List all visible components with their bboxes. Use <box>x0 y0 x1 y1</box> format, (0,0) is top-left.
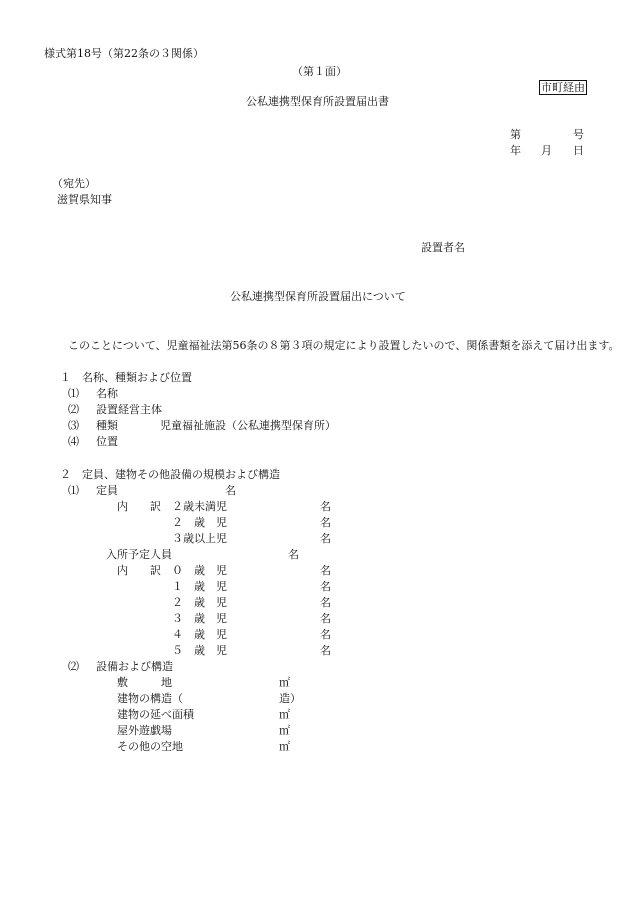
item-number: ⑴ <box>68 484 79 497</box>
item-value: 児童福祉施設（公私連携型保育所） <box>160 419 336 432</box>
breakdown-unit: 名 <box>320 532 331 545</box>
capacity-breakdown-row <box>117 500 537 514</box>
breakdown-category: ０ 歳 児 <box>172 564 227 577</box>
section1-heading: １ 名称、種類および位置 <box>60 371 192 384</box>
breakdown-category: ３ 歳 児 <box>172 612 227 625</box>
enrollment-breakdown-row <box>117 612 537 626</box>
enrollment-breakdown-row <box>117 596 537 610</box>
doc-number-suffix: 号 <box>573 128 584 141</box>
item-number: ⑷ <box>68 435 79 448</box>
section1-item <box>68 435 568 449</box>
capacity-breakdown-row <box>117 516 537 530</box>
facility-label: その他の空地 <box>117 740 183 753</box>
date-day: 日 <box>573 144 584 157</box>
facility-label: 屋外遊戯場 <box>117 724 172 737</box>
applicant-label: 設置者名 <box>421 241 465 254</box>
recipient-name: 滋賀県知事 <box>57 193 112 206</box>
breakdown-category: ２ 歳 児 <box>172 596 227 609</box>
breakdown-category: ２歳未満児 <box>172 500 227 513</box>
capacity-breakdown-row <box>117 532 537 546</box>
facility-unit: 造） <box>279 692 301 705</box>
item-number: ⑵ <box>68 660 79 673</box>
breakdown-category: ３歳以上児 <box>172 532 227 545</box>
form-number: 様式第18号（第22条の３関係） <box>44 47 204 60</box>
enrollment-unit: 名 <box>288 548 299 561</box>
date-year: 年 <box>510 144 521 157</box>
breakdown-unit: 名 <box>320 612 331 625</box>
breakdown-unit: 名 <box>320 628 331 641</box>
section1-item <box>68 419 568 433</box>
breakdown-unit: 名 <box>320 580 331 593</box>
breakdown-label: 内 訳 <box>117 500 161 513</box>
enrollment-breakdown-row <box>117 628 537 642</box>
facility-label: 建物の構造（ <box>117 692 183 705</box>
facility-label: 敷 地 <box>117 676 172 689</box>
facility-unit: ㎡ <box>279 676 290 689</box>
facility-unit: ㎡ <box>279 724 290 737</box>
facility-row <box>117 740 537 754</box>
item-label: 位置 <box>96 435 118 448</box>
item-number: ⑶ <box>68 419 79 432</box>
breakdown-category: ２ 歳 児 <box>172 516 227 529</box>
facilities-row <box>68 660 568 674</box>
page-side-label: （第１面） <box>292 65 347 78</box>
item-label: 種類 <box>96 419 118 432</box>
subject-line: 公私連携型保育所設置届出について <box>230 290 406 303</box>
item-label: 名称 <box>96 387 118 400</box>
breakdown-label: 内 訳 <box>117 564 161 577</box>
capacity-label: 定員 <box>96 484 118 497</box>
document-title: 公私連携型保育所設置届出書 <box>246 95 389 108</box>
breakdown-unit: 名 <box>320 596 331 609</box>
breakdown-unit: 名 <box>320 500 331 513</box>
enrollment-label: 入所予定人員 <box>106 548 172 561</box>
recipient-label: （宛先） <box>52 177 96 190</box>
breakdown-unit: 名 <box>320 564 331 577</box>
facility-row <box>117 724 537 738</box>
breakdown-category: ４ 歳 児 <box>172 628 227 641</box>
section1-item <box>68 387 568 401</box>
facility-label: 建物の延べ面積 <box>117 708 194 721</box>
item-number: ⑵ <box>68 403 79 416</box>
date-month: 月 <box>541 144 552 157</box>
capacity-unit: 名 <box>225 484 236 497</box>
section2-heading: ２ 定員、建物その他設備の規模および構造 <box>60 468 280 481</box>
item-label: 設置経営主体 <box>96 403 162 416</box>
facilities-label: 設備および構造 <box>96 660 173 673</box>
facility-row <box>117 676 537 690</box>
enrollment-breakdown-row <box>117 564 537 578</box>
via-municipality-box: 市町経由 <box>541 81 585 94</box>
facility-row <box>117 692 537 706</box>
breakdown-category: １ 歳 児 <box>172 580 227 593</box>
capacity-row <box>68 484 568 498</box>
body-text: このことについて、児童福祉法第56条の８第３項の規定により設置したいので、関係書類を添えて届け出ます。 <box>68 339 620 352</box>
breakdown-unit: 名 <box>320 516 331 529</box>
facility-row <box>117 708 537 722</box>
facility-unit: ㎡ <box>279 740 290 753</box>
facility-unit: ㎡ <box>279 708 290 721</box>
enrollment-row <box>106 548 526 562</box>
enrollment-breakdown-row <box>117 644 537 658</box>
breakdown-category: ５ 歳 児 <box>172 644 227 657</box>
breakdown-unit: 名 <box>320 644 331 657</box>
section1-item <box>68 403 568 417</box>
doc-number-prefix: 第 <box>510 128 521 141</box>
item-number: ⑴ <box>68 387 79 400</box>
enrollment-breakdown-row <box>117 580 537 594</box>
